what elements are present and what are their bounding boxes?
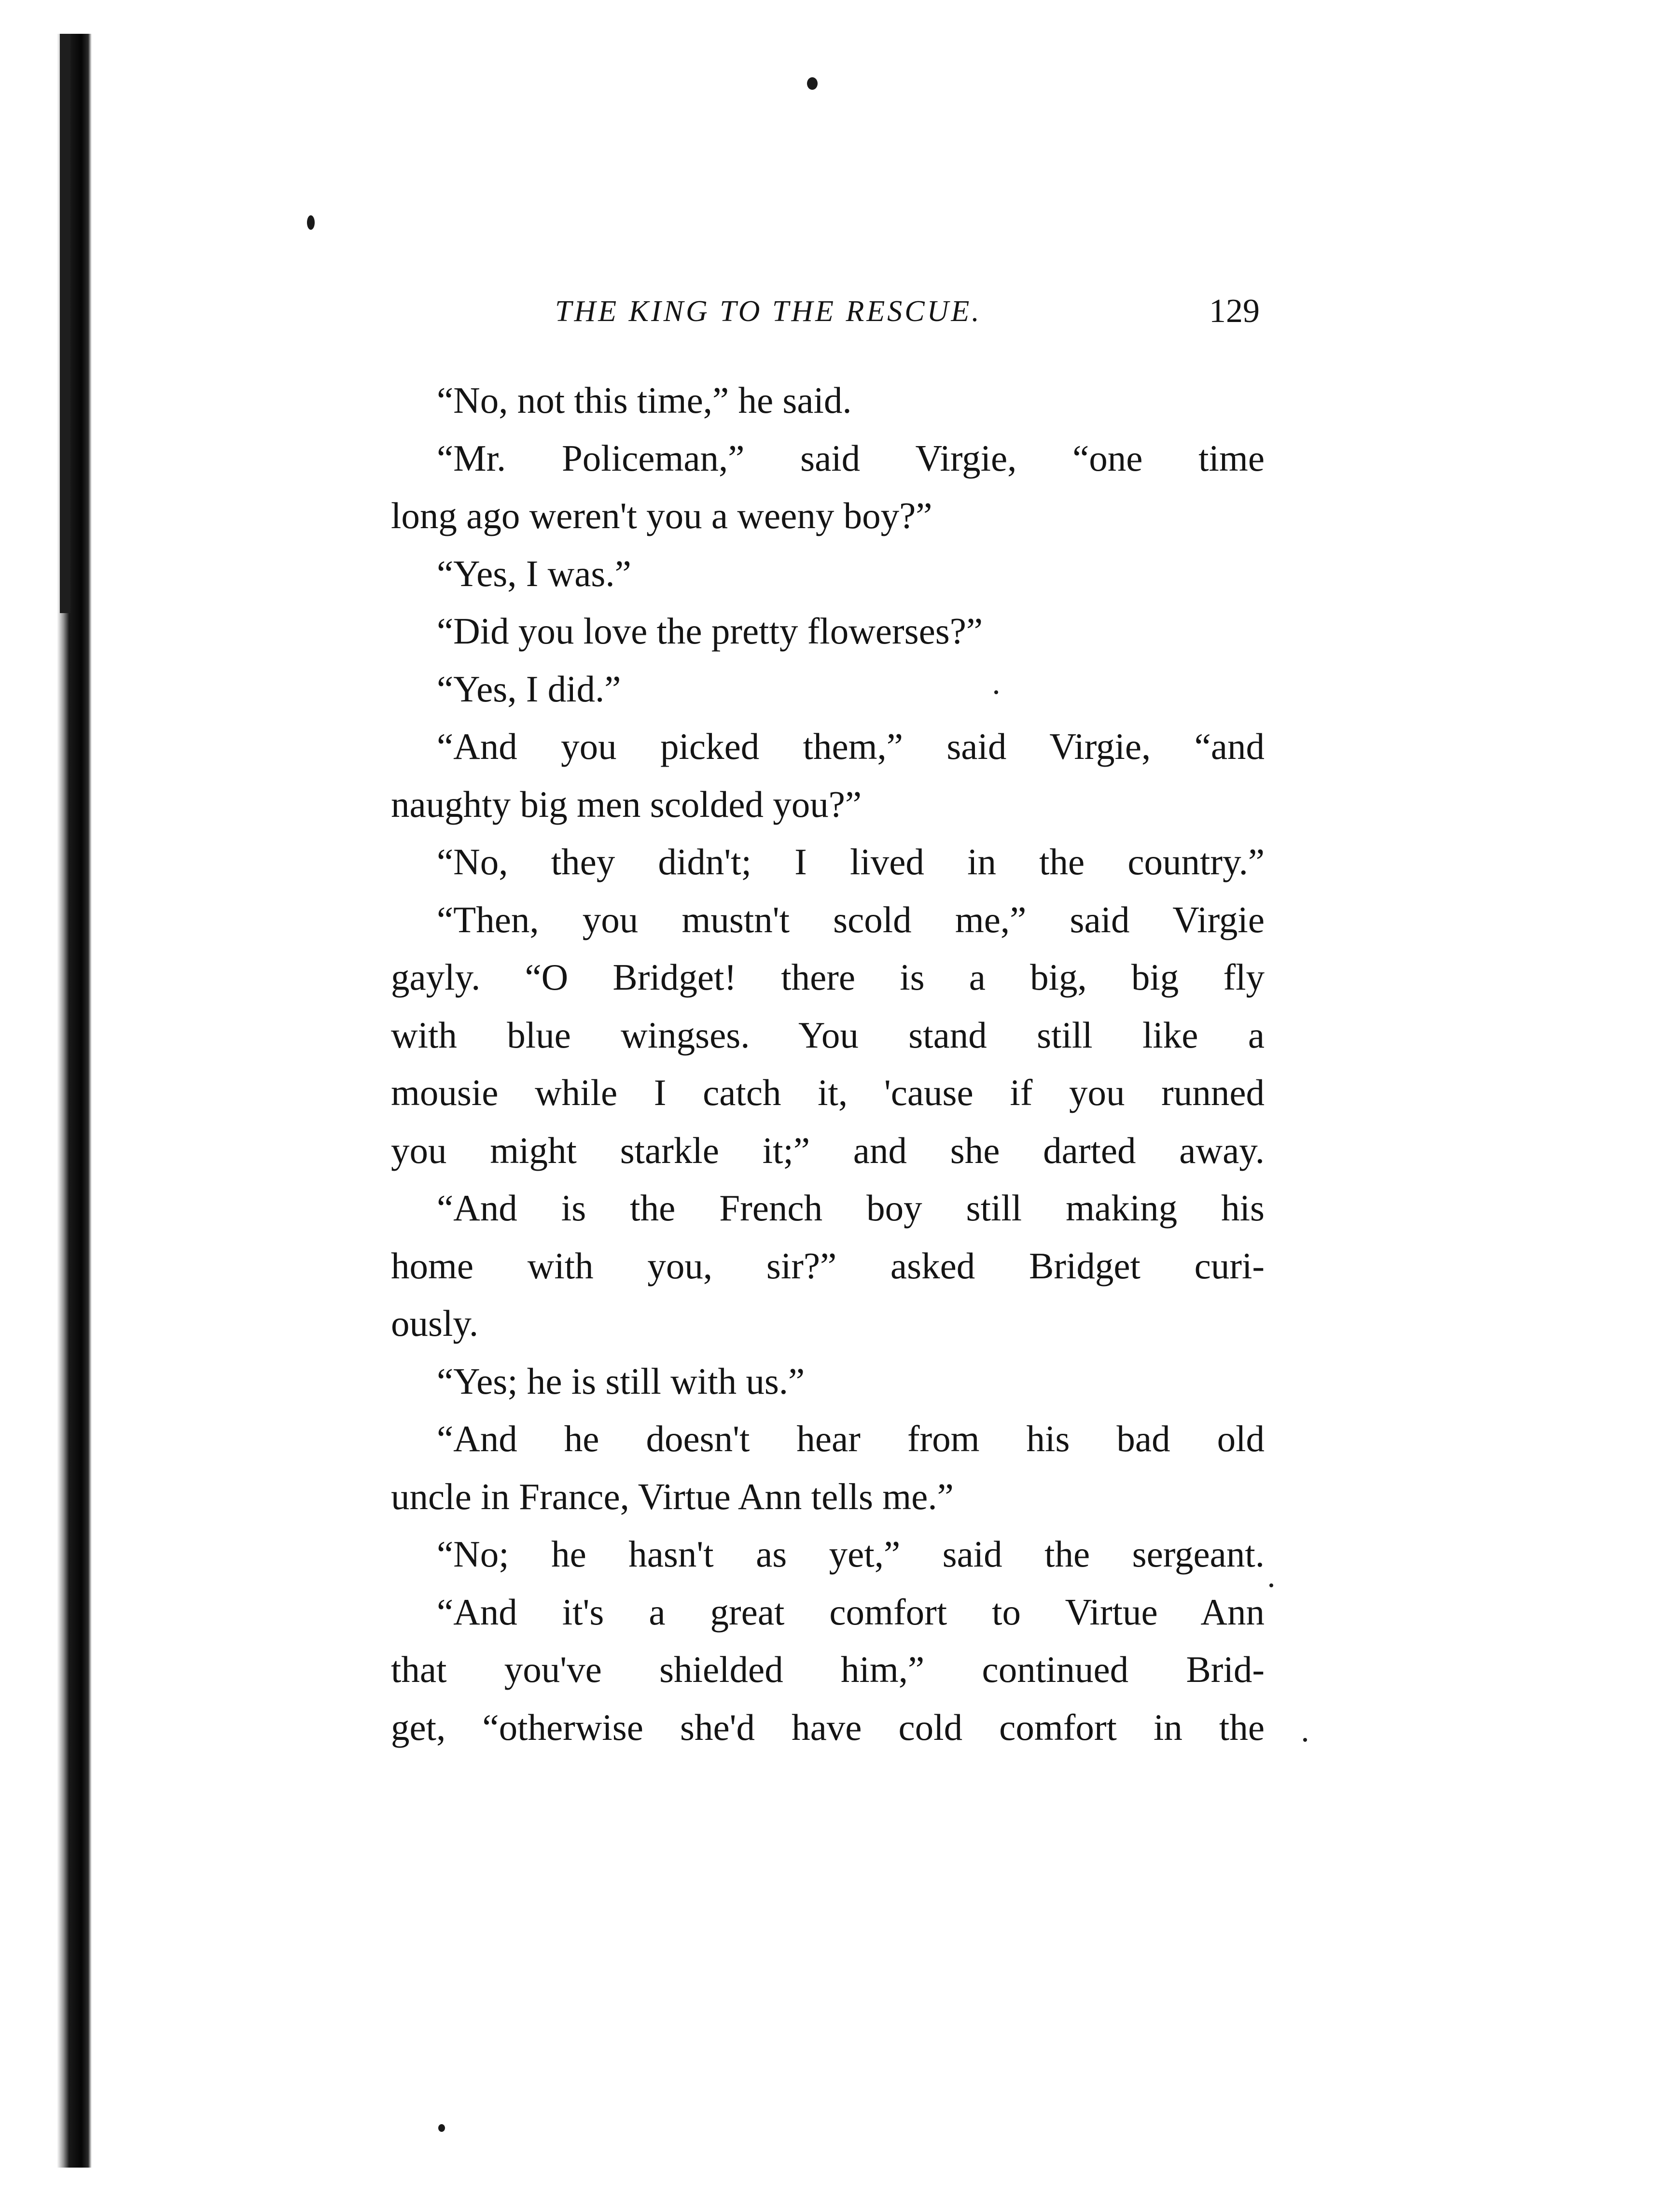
text-line: gayly. “O Bridget! there is a big, big fly [391,956,1265,998]
text-line: “No, they didn't; I lived in the country.” [437,841,1265,882]
page-number: 129 [1209,293,1260,330]
text-line: long ago weren't you a weeny boy?” [391,495,932,536]
ink-speck [438,2124,445,2132]
text-line: mousie while I catch it, 'cause if you runned [391,1072,1265,1113]
text-line: “Yes; he is still with us.” [437,1360,805,1402]
text-line: you might starkle it;” and she darted away. [391,1129,1265,1171]
text-line: uncle in France, Virtue Ann tells me.” [391,1475,954,1517]
ink-speck [1303,1738,1307,1742]
text-line: “Yes, I did.” [437,668,621,710]
body-text [391,372,1265,1756]
text-line: naughty big men scolded you?” [391,783,862,825]
text-line: “No, not this time,” he said. [437,379,852,421]
text-line: “And he doesn't hear from his bad old [437,1418,1265,1459]
ink-speck [807,77,818,90]
text-line: that you've shielded him,” continued Brid- [391,1649,1265,1690]
text-line: get, “otherwise she'd have cold comfort in the [391,1706,1265,1748]
text-line: “And is the French boy still making his [437,1187,1265,1229]
text-line: “Then, you mustn't scold me,” said Virgie [437,898,1265,940]
text-line: “Yes, I was.” [437,552,631,594]
text-line: “No; he hasn't as yet,” said the sergeant. [437,1533,1265,1575]
ink-speck [1269,1583,1273,1587]
book-spine-shadow [60,34,70,613]
text-line: ously. [391,1302,479,1344]
text-line: with blue wingses. You stand still like a [391,1014,1265,1056]
text-line: “And you picked them,” said Virgie, “and [437,726,1265,767]
text-line: “And it's a great comfort to Virtue Ann [437,1591,1265,1633]
text-line: “Mr. Policeman,” said Virgie, “one time [437,437,1265,479]
ink-speck [307,215,315,230]
text-line: “Did you love the pretty flowerses?” [437,610,983,652]
running-title: THE KING TO THE RESCUE. [555,295,982,328]
text-line: home with you, sir?” asked Bridget curi- [391,1245,1265,1287]
page-header [526,292,1260,331]
